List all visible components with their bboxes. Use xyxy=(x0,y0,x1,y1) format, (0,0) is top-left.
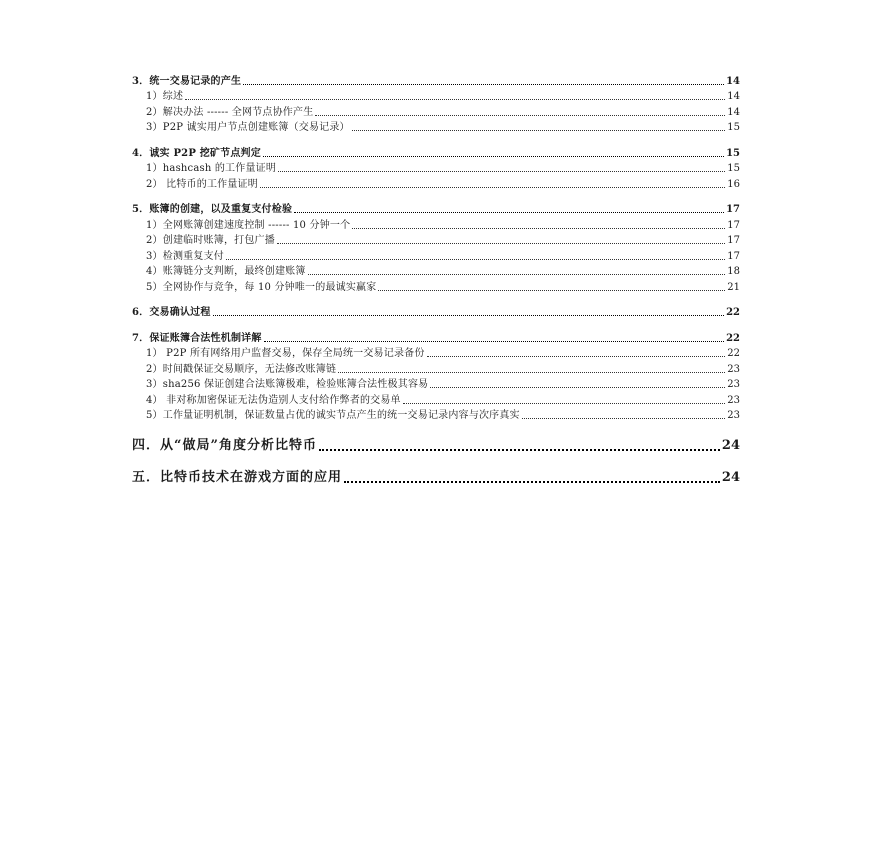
toc-entry-title: 5）工作量证明机制，保证数量占优的诚实节点产生的统一交易记录内容与次序真实 xyxy=(146,410,520,421)
toc-entry-title: 3．统一交易记录的产生 xyxy=(132,75,242,87)
toc-entry-section-3[interactable] xyxy=(132,72,740,88)
toc-entry-section-4[interactable] xyxy=(132,144,740,160)
toc-entry-title: 5．账簿的创建，以及重复支付检验 xyxy=(132,204,293,215)
toc-entry-page: 17 xyxy=(727,219,740,231)
dot-leader xyxy=(315,115,725,116)
dot-leader xyxy=(522,418,726,419)
dot-leader xyxy=(243,84,724,85)
dot-leader xyxy=(338,372,725,373)
toc-entry-title: 1）hashcash 的工作量证明 xyxy=(146,163,277,174)
toc-entry[interactable] xyxy=(132,160,740,176)
toc-entry-title: 1）综述 xyxy=(146,91,184,102)
toc-entry-page: 23 xyxy=(727,379,740,390)
dot-leader xyxy=(308,274,726,275)
spacer xyxy=(132,422,740,436)
toc-entry[interactable] xyxy=(132,391,740,407)
toc-entry-chapter-5[interactable] xyxy=(132,468,740,486)
toc-entry-title: 5）全网协作与竞争，每 10 分钟唯一的最诚实赢家 xyxy=(146,281,377,293)
toc-entry[interactable] xyxy=(132,263,740,279)
toc-entry-title: 3）sha256 保证创建合法账簿极难，检验账簿合法性极其容易 xyxy=(146,379,429,390)
toc-entry[interactable] xyxy=(132,360,740,376)
toc-entry[interactable] xyxy=(132,103,740,119)
toc-entry-section-6[interactable] xyxy=(132,304,740,320)
dot-leader xyxy=(427,356,726,357)
toc-entry[interactable] xyxy=(132,345,740,361)
toc-entry-page: 17 xyxy=(726,204,740,215)
toc-entry[interactable] xyxy=(132,216,740,232)
toc-entry-page: 23 xyxy=(727,394,740,406)
toc-entry-title: 3）检测重复支付 xyxy=(146,250,224,262)
toc-entry[interactable] xyxy=(132,247,740,263)
dot-leader xyxy=(352,228,725,229)
spacer xyxy=(132,454,740,468)
toc-entry-page: 23 xyxy=(727,363,740,375)
spacer xyxy=(132,134,740,144)
toc-entry-page: 17 xyxy=(727,250,740,262)
toc-entry[interactable] xyxy=(132,88,740,104)
toc-entry[interactable] xyxy=(132,278,740,294)
toc-entry[interactable] xyxy=(132,376,740,392)
table-of-contents xyxy=(132,72,740,486)
toc-entry-page: 22 xyxy=(726,332,740,344)
toc-entry-page: 14 xyxy=(727,106,740,118)
dot-leader xyxy=(185,99,725,100)
toc-entry-page: 22 xyxy=(726,307,740,318)
spacer xyxy=(132,319,740,329)
dot-leader xyxy=(213,315,725,316)
toc-entry-section-5[interactable] xyxy=(132,201,740,217)
toc-entry-title: 五．比特币技术在游戏方面的应用 xyxy=(132,470,343,485)
toc-entry-title: 7．保证账簿合法性机制详解 xyxy=(132,332,262,344)
dot-leader xyxy=(430,387,725,388)
dot-leader xyxy=(352,130,726,131)
dot-leader xyxy=(277,243,725,244)
toc-entry-title: 1） P2P 所有网络用户监督交易，保存全局统一交易记录备份 xyxy=(146,348,425,359)
toc-entry-title: 2） 比特币的工作量证明 xyxy=(146,178,258,190)
spacer xyxy=(132,191,740,201)
dot-leader xyxy=(278,171,725,172)
toc-entry[interactable] xyxy=(132,407,740,423)
toc-entry-page: 15 xyxy=(727,163,740,174)
toc-entry[interactable] xyxy=(132,232,740,248)
toc-entry-section-7[interactable] xyxy=(132,329,740,345)
dot-leader xyxy=(378,290,725,291)
toc-entry-page: 23 xyxy=(727,410,740,421)
toc-entry-chapter-4[interactable] xyxy=(132,436,740,454)
toc-entry-title: 2）解决办法 ------ 全网节点协作产生 xyxy=(146,106,314,118)
dot-leader xyxy=(263,156,724,157)
dot-leader xyxy=(294,212,724,213)
dot-leader xyxy=(403,403,726,404)
toc-entry-title: 1）全网账簿创建速度控制 ------ 10 分钟一个 xyxy=(146,219,351,231)
toc-entry-page: 16 xyxy=(727,178,740,190)
toc-entry-page: 18 xyxy=(727,266,740,277)
toc-entry-title: 4）账簿链分支判断，最终创建账簿 xyxy=(146,266,306,277)
toc-entry-title: 4） 非对称加密保证无法伪造别人支付给作弊者的交易单 xyxy=(146,394,401,406)
toc-entry-title: 4．诚实 P2P 挖矿节点判定 xyxy=(132,147,261,159)
toc-entry[interactable] xyxy=(132,175,740,191)
dot-leader xyxy=(260,187,725,188)
toc-entry-page: 15 xyxy=(726,147,740,159)
toc-entry-title: 2）创建临时账簿，打包广播 xyxy=(146,235,275,246)
toc-entry-page: 15 xyxy=(727,122,740,133)
toc-entry-title: 6．交易确认过程 xyxy=(132,307,211,318)
toc-entry-title: 2）时间戳保证交易顺序，无法修改账簿链 xyxy=(146,363,337,375)
toc-entry-page: 14 xyxy=(727,91,740,102)
toc-entry-title: 3）P2P 诚实用户节点创建账簿（交易记录） xyxy=(146,122,350,133)
toc-entry-page: 24 xyxy=(721,438,740,453)
toc-entry[interactable] xyxy=(132,119,740,135)
toc-entry-page: 22 xyxy=(727,348,740,359)
dot-leader xyxy=(319,449,720,451)
toc-entry-page: 17 xyxy=(727,235,740,246)
spacer xyxy=(132,294,740,304)
dot-leader xyxy=(344,481,720,483)
toc-entry-page: 21 xyxy=(727,281,740,293)
toc-entry-title: 四．从“做局”角度分析比特币 xyxy=(132,438,317,453)
toc-entry-page: 14 xyxy=(726,75,740,87)
dot-leader xyxy=(264,341,725,342)
dot-leader xyxy=(226,259,725,260)
toc-entry-page: 24 xyxy=(721,470,740,485)
